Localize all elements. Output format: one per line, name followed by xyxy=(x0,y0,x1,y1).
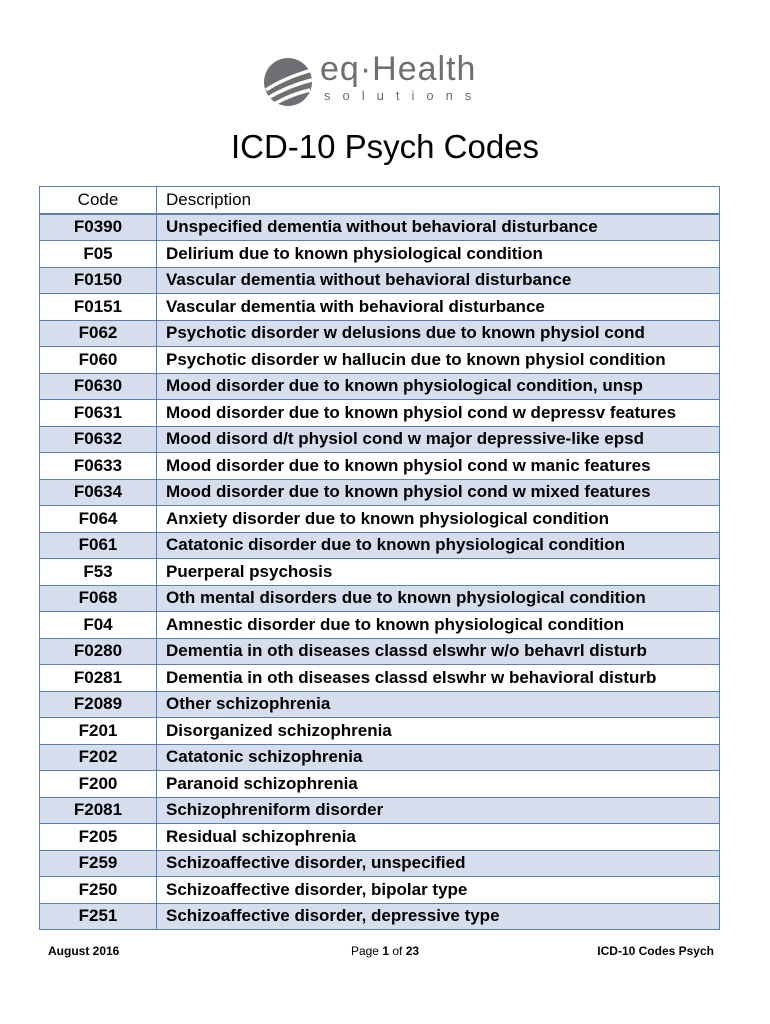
description-cell: Catatonic disorder due to known physiological condition xyxy=(157,532,720,559)
code-cell: F0632 xyxy=(40,426,157,453)
code-cell: F05 xyxy=(40,241,157,268)
description-cell: Mood disorder due to known physiol cond w mixed features xyxy=(157,479,720,506)
description-cell: Mood disord d/t physiol cond w major depressive-like epsd xyxy=(157,426,720,453)
table-row xyxy=(40,824,720,851)
description-cell: Mood disorder due to known physiol cond w manic features xyxy=(157,453,720,480)
code-cell: F259 xyxy=(40,850,157,877)
code-cell: F068 xyxy=(40,585,157,612)
table-row xyxy=(40,771,720,798)
eqhealth-swoosh-icon xyxy=(262,56,314,108)
code-cell: F0630 xyxy=(40,373,157,400)
page-prefix: Page xyxy=(350,944,379,958)
description-cell: Anxiety disorder due to known physiological condition xyxy=(157,506,720,533)
description-cell: Schizoaffective disorder, unspecified xyxy=(157,850,720,877)
description-cell: Residual schizophrenia xyxy=(157,824,720,851)
table-row xyxy=(40,426,720,453)
column-header-code: Code xyxy=(40,187,157,214)
page-of: of xyxy=(392,944,403,958)
code-cell: F251 xyxy=(40,903,157,930)
description-cell: Mood disorder due to known physiological condition, unsp xyxy=(157,373,720,400)
description-cell: Unspecified dementia without behavioral disturbance xyxy=(157,214,720,241)
code-cell: F200 xyxy=(40,771,157,798)
table-row xyxy=(40,532,720,559)
footer-date: August 2016 xyxy=(48,944,120,958)
code-cell: F0390 xyxy=(40,214,157,241)
table-row xyxy=(40,373,720,400)
page-current: 1 xyxy=(382,944,389,958)
description-cell: Paranoid schizophrenia xyxy=(157,771,720,798)
description-cell: Dementia in oth diseases classd elswhr w/o behavrl disturb xyxy=(157,638,720,665)
description-cell: Mood disorder due to known physiol cond w depressv features xyxy=(157,400,720,427)
code-cell: F0633 xyxy=(40,453,157,480)
description-cell: Oth mental disorders due to known physiological condition xyxy=(157,585,720,612)
table-row xyxy=(40,850,720,877)
code-cell: F0281 xyxy=(40,665,157,692)
table-row xyxy=(40,638,720,665)
description-cell: Schizophreniform disorder xyxy=(157,797,720,824)
eqhealth-logo xyxy=(262,52,512,110)
table-row xyxy=(40,241,720,268)
description-cell: Dementia in oth diseases classd elswhr w behavioral disturb xyxy=(157,665,720,692)
code-cell: F205 xyxy=(40,824,157,851)
table-row xyxy=(40,559,720,586)
table-row xyxy=(40,877,720,904)
description-cell: Vascular dementia without behavioral disturbance xyxy=(157,267,720,294)
table-row xyxy=(40,347,720,374)
description-cell: Schizoaffective disorder, depressive type xyxy=(157,903,720,930)
table-row xyxy=(40,400,720,427)
table-header-row xyxy=(40,187,720,214)
page-title: ICD-10 Psych Codes xyxy=(230,128,540,165)
table-row xyxy=(40,453,720,480)
code-cell: F0634 xyxy=(40,479,157,506)
table-row xyxy=(40,744,720,771)
table-row xyxy=(40,718,720,745)
table-row xyxy=(40,612,720,639)
code-cell: F250 xyxy=(40,877,157,904)
footer-doc-title: ICD-10 Codes Psych xyxy=(597,944,714,958)
description-cell: Vascular dementia with behavioral disturbance xyxy=(157,294,720,321)
table-row xyxy=(40,479,720,506)
code-cell: F062 xyxy=(40,320,157,347)
table-row xyxy=(40,294,720,321)
code-cell: F064 xyxy=(40,506,157,533)
table-row xyxy=(40,506,720,533)
table-row xyxy=(40,267,720,294)
code-cell: F0150 xyxy=(40,267,157,294)
code-cell: F2089 xyxy=(40,691,157,718)
table-row xyxy=(40,320,720,347)
code-cell: F201 xyxy=(40,718,157,745)
code-cell: F0280 xyxy=(40,638,157,665)
table-row xyxy=(40,903,720,930)
description-cell: Other schizophrenia xyxy=(157,691,720,718)
table-row xyxy=(40,665,720,692)
description-cell: Psychotic disorder w delusions due to known physiol cond xyxy=(157,320,720,347)
code-cell: F0631 xyxy=(40,400,157,427)
page-total: 23 xyxy=(405,944,420,958)
code-cell: F53 xyxy=(40,559,157,586)
code-cell: F202 xyxy=(40,744,157,771)
description-cell: Delirium due to known physiological condition xyxy=(157,241,720,268)
description-cell: Puerperal psychosis xyxy=(157,559,720,586)
table-row xyxy=(40,585,720,612)
code-cell: F0151 xyxy=(40,294,157,321)
description-cell: Disorganized schizophrenia xyxy=(157,718,720,745)
table-row xyxy=(40,691,720,718)
description-cell: Catatonic schizophrenia xyxy=(157,744,720,771)
code-cell: F04 xyxy=(40,612,157,639)
icd-code-table xyxy=(39,186,720,930)
logo-wordmark: eq·Health xyxy=(320,50,477,88)
column-header-description: Description xyxy=(157,187,720,214)
table-row xyxy=(40,214,720,241)
description-cell: Amnestic disorder due to known physiological condition xyxy=(157,612,720,639)
description-cell: Psychotic disorder w hallucin due to known physiol condition xyxy=(157,347,720,374)
code-cell: F2081 xyxy=(40,797,157,824)
logo-tagline: solutions xyxy=(324,88,484,103)
code-cell: F060 xyxy=(40,347,157,374)
code-cell: F061 xyxy=(40,532,157,559)
description-cell: Schizoaffective disorder, bipolar type xyxy=(157,877,720,904)
table-row xyxy=(40,797,720,824)
